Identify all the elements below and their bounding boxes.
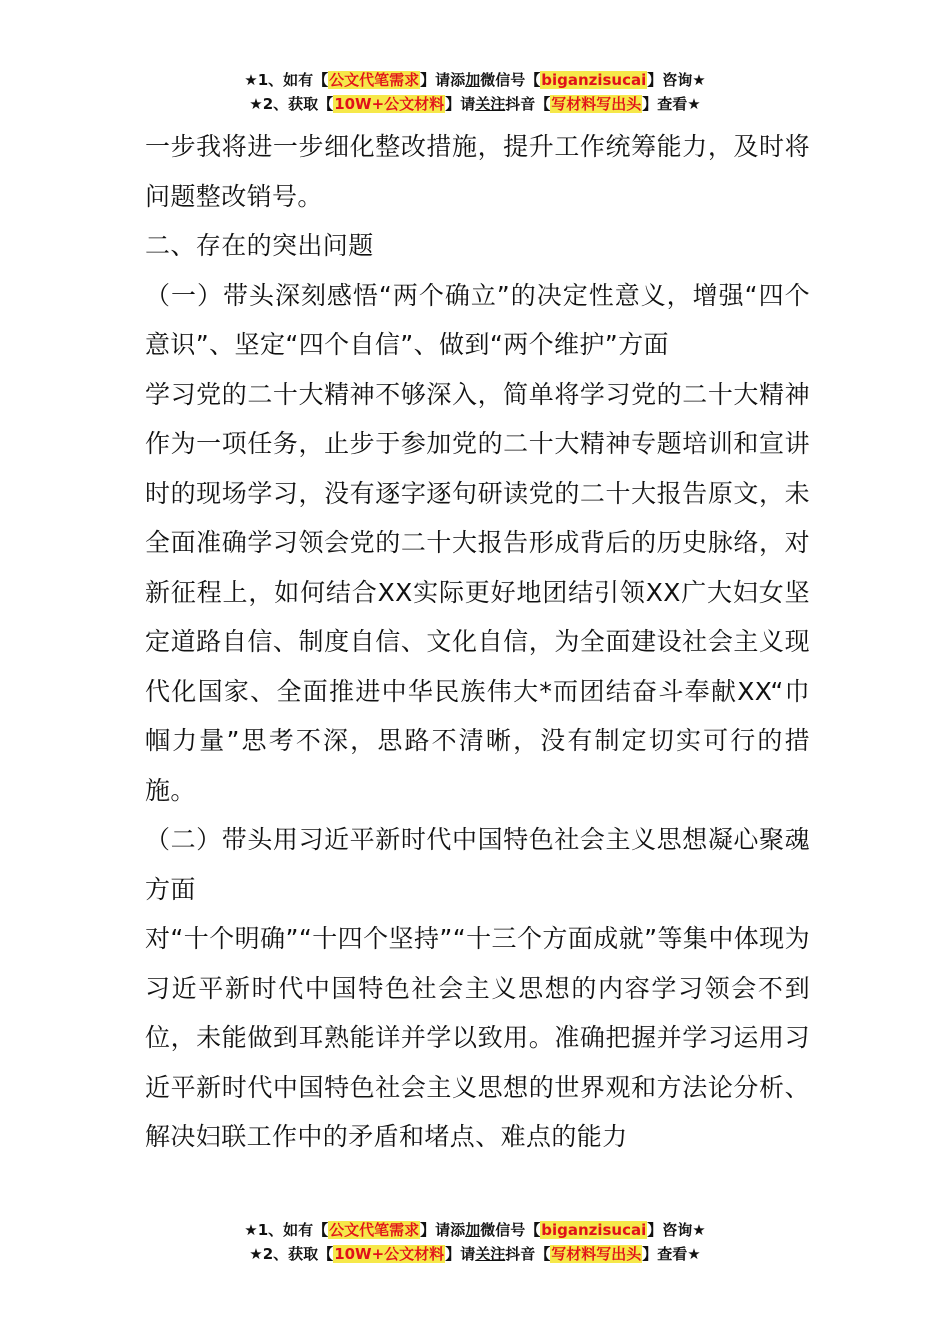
footer-line-2-suffix: 】查看★: [642, 1245, 701, 1263]
subsection-heading-2: （二）带头用习近平新时代中国特色社会主义思想凝心聚魂方面: [145, 825, 810, 904]
footer-line-1-text: 】请添: [420, 1221, 466, 1239]
header-line-2-highlight-materials: 10W+公文材料: [334, 95, 445, 113]
footer-line-1-underlined: 加: [465, 1221, 481, 1239]
header-banner: [0, 68, 950, 116]
footer-line-1-highlight-wechat: biganzisucai: [541, 1221, 647, 1239]
section-heading: 二、存在的突出问题: [145, 231, 374, 260]
footer-banner: [0, 1218, 950, 1266]
footer-line-2-highlight-douyin: 写材料写出头: [551, 1245, 642, 1263]
paragraph-continuation: 一步我将进一步细化整改措施，提升工作统筹能力，及时将问题整改销号。: [145, 132, 810, 211]
footer-line-1-text-2: 微信号【: [480, 1221, 541, 1239]
header-line-1-text: 】请添: [420, 71, 466, 89]
header-line-2-text-2: 抖音【: [505, 95, 551, 113]
subsection-heading-1: （一）带头深刻感悟“两个确立”的决定性意义，增强“四个意识”、坚定“四个自信”、做到“两个维护”方面: [145, 280, 810, 359]
footer-line-1-highlight-service: 公文代笔需求: [329, 1221, 420, 1239]
footer-line-1: [0, 1218, 950, 1242]
header-line-2-underlined: 关注: [475, 95, 506, 113]
header-line-2-prefix: ★2、获取【: [249, 95, 334, 113]
footer-line-2: [0, 1242, 950, 1266]
header-line-2-text: 】请: [445, 95, 476, 113]
header-line-1-prefix: ★1、如有【: [244, 71, 329, 89]
document-body: [145, 122, 810, 1162]
header-line-1-suffix: 】咨询★: [647, 71, 706, 89]
footer-line-1-prefix: ★1、如有【: [244, 1221, 329, 1239]
header-line-1-underlined: 加: [465, 71, 481, 89]
header-line-1-text-2: 微信号【: [480, 71, 541, 89]
footer-line-2-text: 】请: [445, 1245, 476, 1263]
footer-line-2-text-2: 抖音【: [505, 1245, 551, 1263]
header-line-2-suffix: 】查看★: [642, 95, 701, 113]
footer-line-1-suffix: 】咨询★: [647, 1221, 706, 1239]
paragraph-body-2: 对“十个明确”“十四个坚持”“十三个方面成就”等集中体现为习近平新时代中国特色社会主义思想的内容学习领会不到位，未能做到耳熟能详并学以致用。准确把握并学习运用习近平新时代中国特色社会主义思想的世界观和方法论分析、解决妇联工作中的矛盾和堵点、难点的能力: [145, 924, 810, 1151]
footer-line-2-prefix: ★2、获取【: [249, 1245, 334, 1263]
header-line-2-highlight-douyin: 写材料写出头: [551, 95, 642, 113]
paragraph-body-1: 学习党的二十大精神不够深入，简单将学习党的二十大精神作为一项任务，止步于参加党的二十大精神专题培训和宣讲时的现场学习，没有逐字逐句研读党的二十大报告原文，未全面准确学习领会党的二十大报告形成背后的历史脉络，对新征程上，如何结合XX实际更好地团结引领XX广大妇女坚定道路自信、制度自信、文化自信，为全面建设社会主义现代化国家、全面推进中华民族伟大*而团结奋斗奉献XX“巾帼力量”思考不深，思路不清晰，没有制定切实可行的措施。: [145, 379, 810, 805]
footer-line-2-highlight-materials: 10W+公文材料: [334, 1245, 445, 1263]
header-line-2: [0, 92, 950, 116]
header-line-1-highlight-service: 公文代笔需求: [329, 71, 420, 89]
header-line-1: [0, 68, 950, 92]
footer-line-2-underlined: 关注: [475, 1245, 506, 1263]
header-line-1-highlight-wechat: biganzisucai: [541, 71, 647, 89]
